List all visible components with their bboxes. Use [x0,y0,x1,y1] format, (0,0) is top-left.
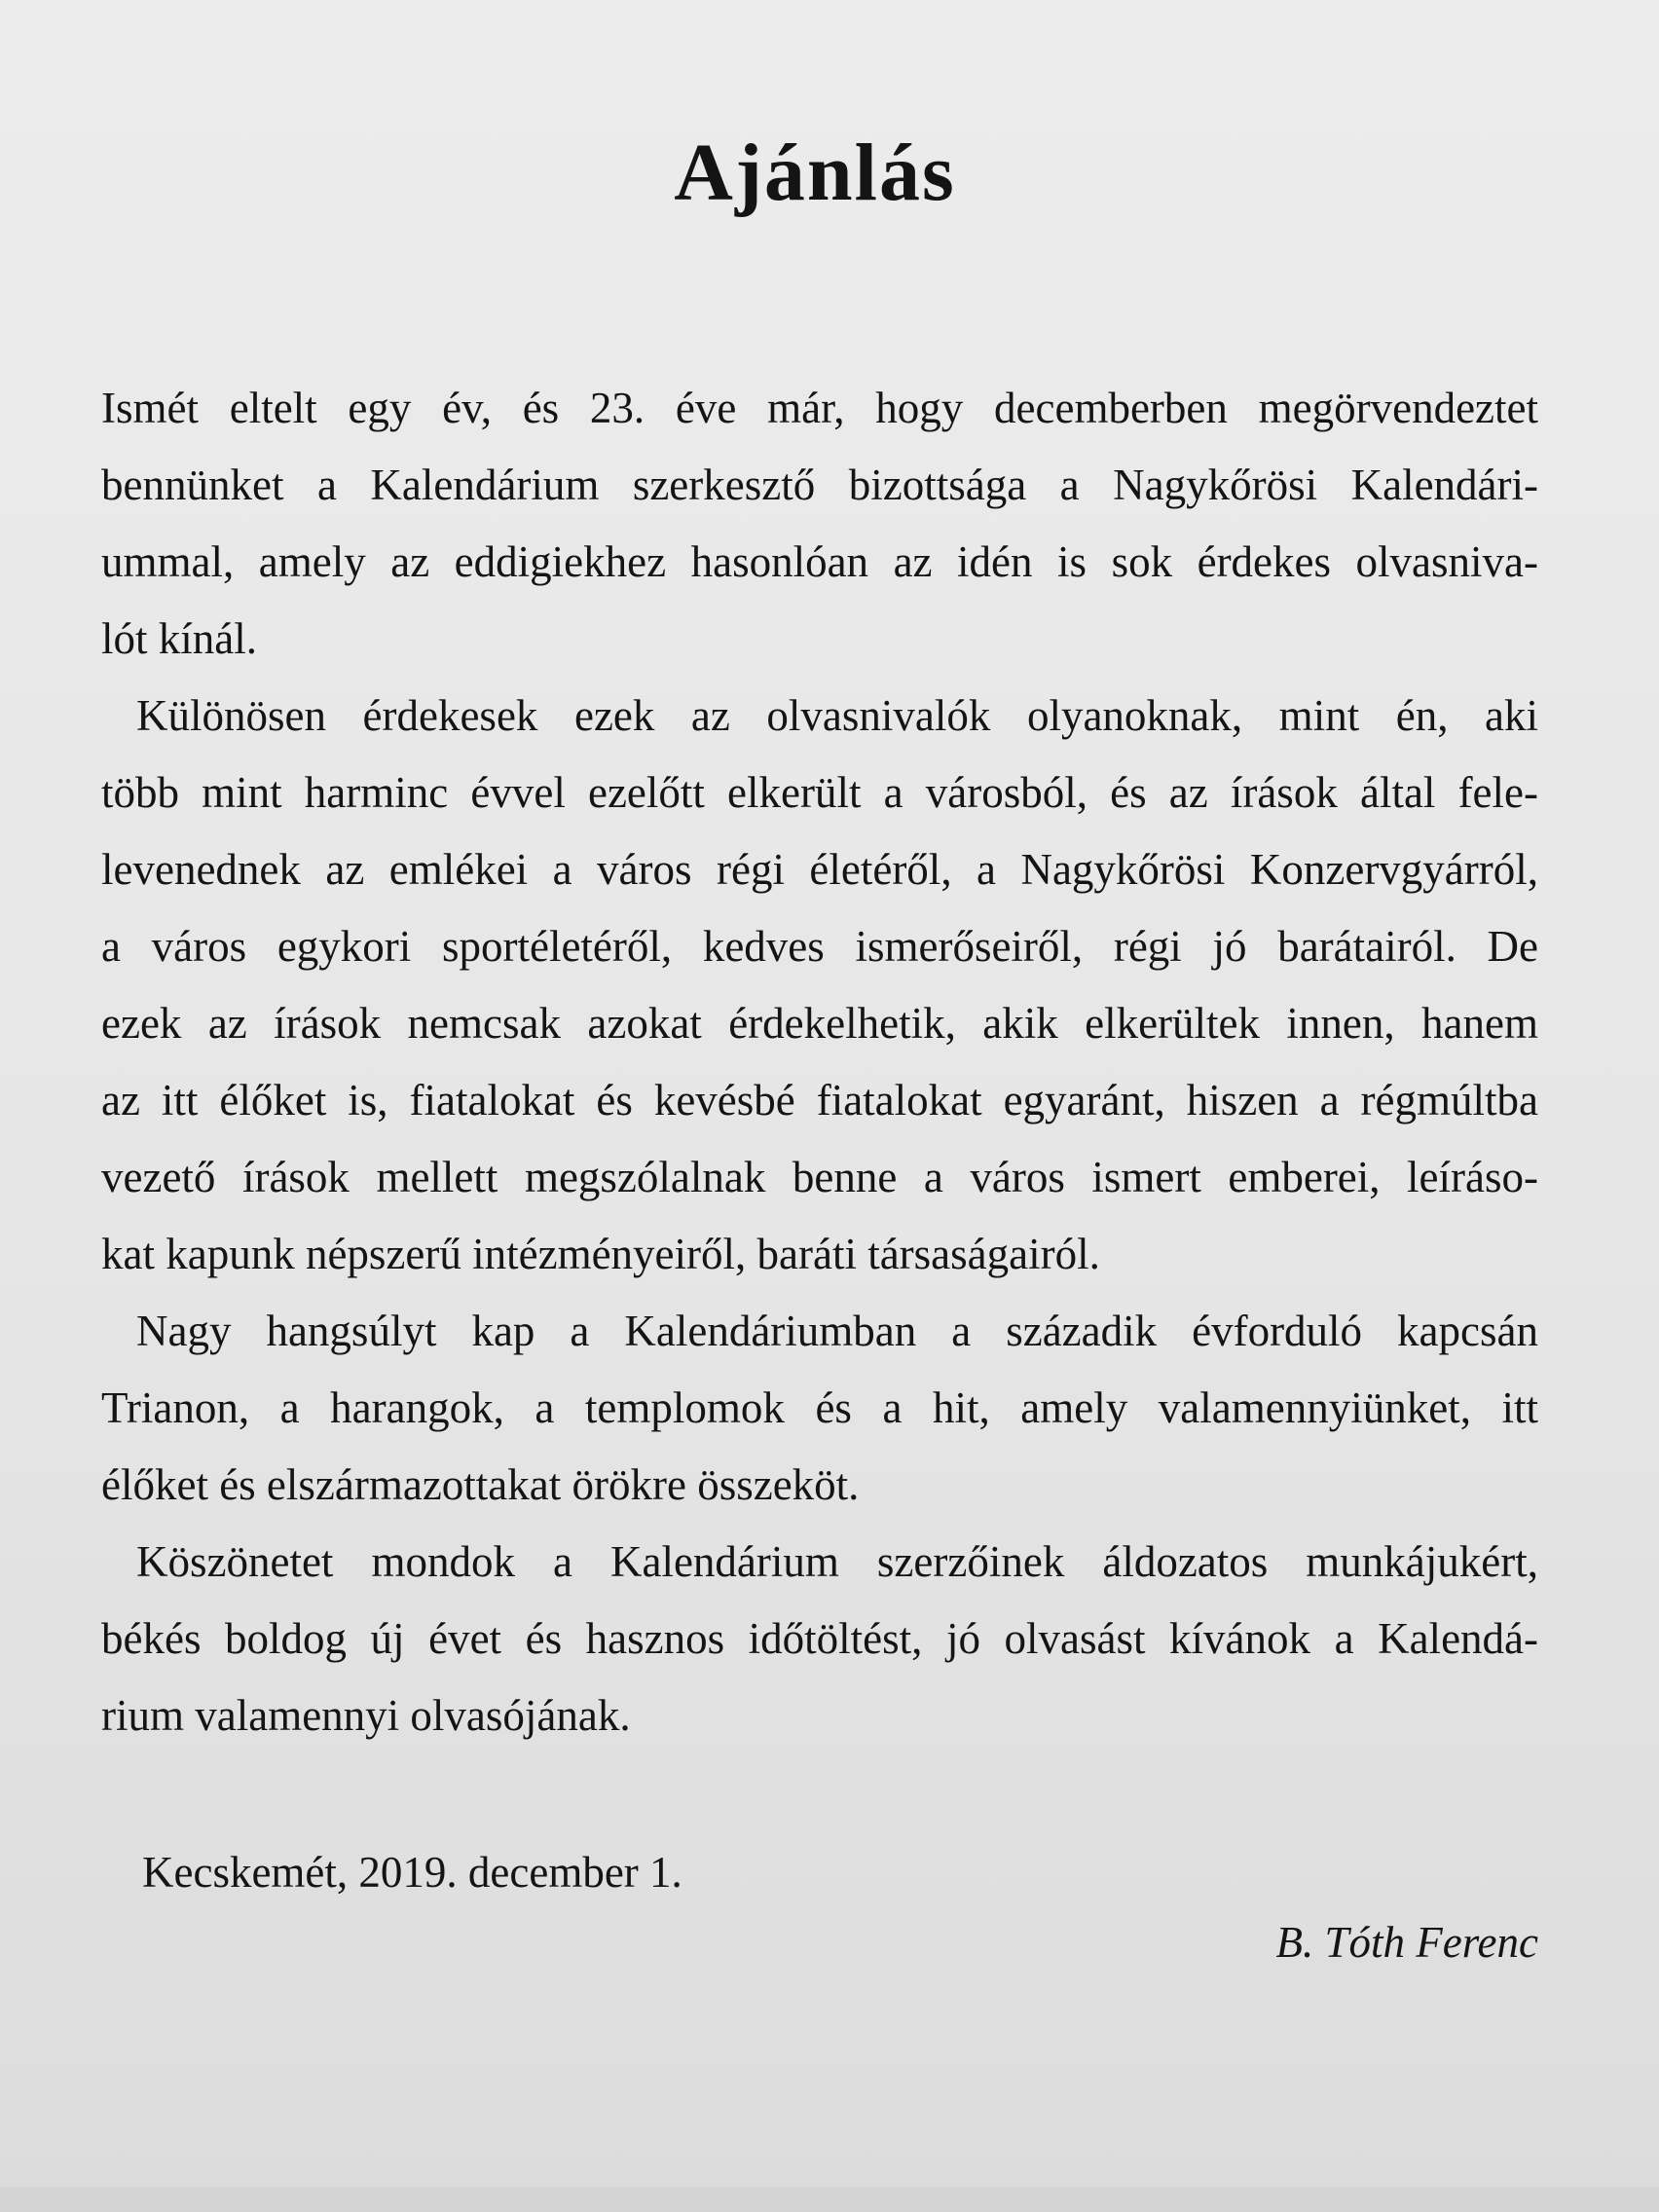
text-line: a város egykori sportéletéről, kedves ismerőseiről, régi jó barátairól. De [101,922,1538,971]
paragraph-4 [101,1524,1538,1754]
place-date: Kecskemét, 2019. december 1. [142,1848,682,1897]
paragraph-2 [101,678,1538,1293]
paragraph-3 [101,1293,1538,1524]
text-line: az itt élőket is, fiatalokat és kevésbé fiatalokat egyaránt, hiszen a régmúltba [101,1076,1538,1124]
text-line: Köszönetet mondok a Kalendárium szerzőinek áldozatos munkájukért, [136,1537,1538,1586]
text-line: Különösen érdekesek ezek az olvasnivalók olyanoknak, mint én, aki [136,691,1538,740]
page-bottom-edge [0,2187,1659,2212]
text-line: élőket és elszármazottakat örökre összeköt. [101,1460,860,1509]
text-line: Trianon, a harangok, a templomok és a hit, amely valamennyiünket, itt [101,1383,1538,1432]
text-line: Nagy hangsúlyt kap a Kalendáriumban a századik évforduló kapcsán [136,1307,1538,1355]
text-line: kat kapunk népszerű intézményeiről, baráti társaságairól. [101,1230,1100,1278]
signature: B. Tóth Ferenc [1275,1918,1538,1967]
text-line: bennünket a Kalendárium szerkesztő bizottsága a Nagykőrösi Kalendári- [101,461,1538,509]
text-line: vezető írások mellett megszólalnak benne a város ismert emberei, leíráso- [101,1153,1538,1201]
text-line: ummal, amely az eddigiekhez hasonlóan az idén is sok érdekes olvasniva- [101,537,1538,586]
paragraph-1 [101,370,1538,678]
text-line: Ismét eltelt egy év, és 23. éve már, hogy decemberben megörvendeztet [101,384,1538,432]
text-line: több mint harminc évvel ezelőtt elkerült a városból, és az írások által fele- [101,768,1538,817]
text-line: levenednek az emlékei a város régi életéről, a Nagykőrösi Konzervgyárról, [101,845,1538,894]
text-line: ezek az írások nemcsak azokat érdekelhetik, akik elkerültek innen, hanem [101,999,1538,1048]
text-line: lót kínál. [101,614,257,663]
text-line: rium valamennyi olvasójának. [101,1691,631,1740]
text-line: békés boldog új évet és hasznos időtöltést, jó olvasást kívánok a Kalendá- [101,1614,1538,1663]
page-title: Ajánlás [674,128,956,218]
letter-body [101,370,1538,1754]
